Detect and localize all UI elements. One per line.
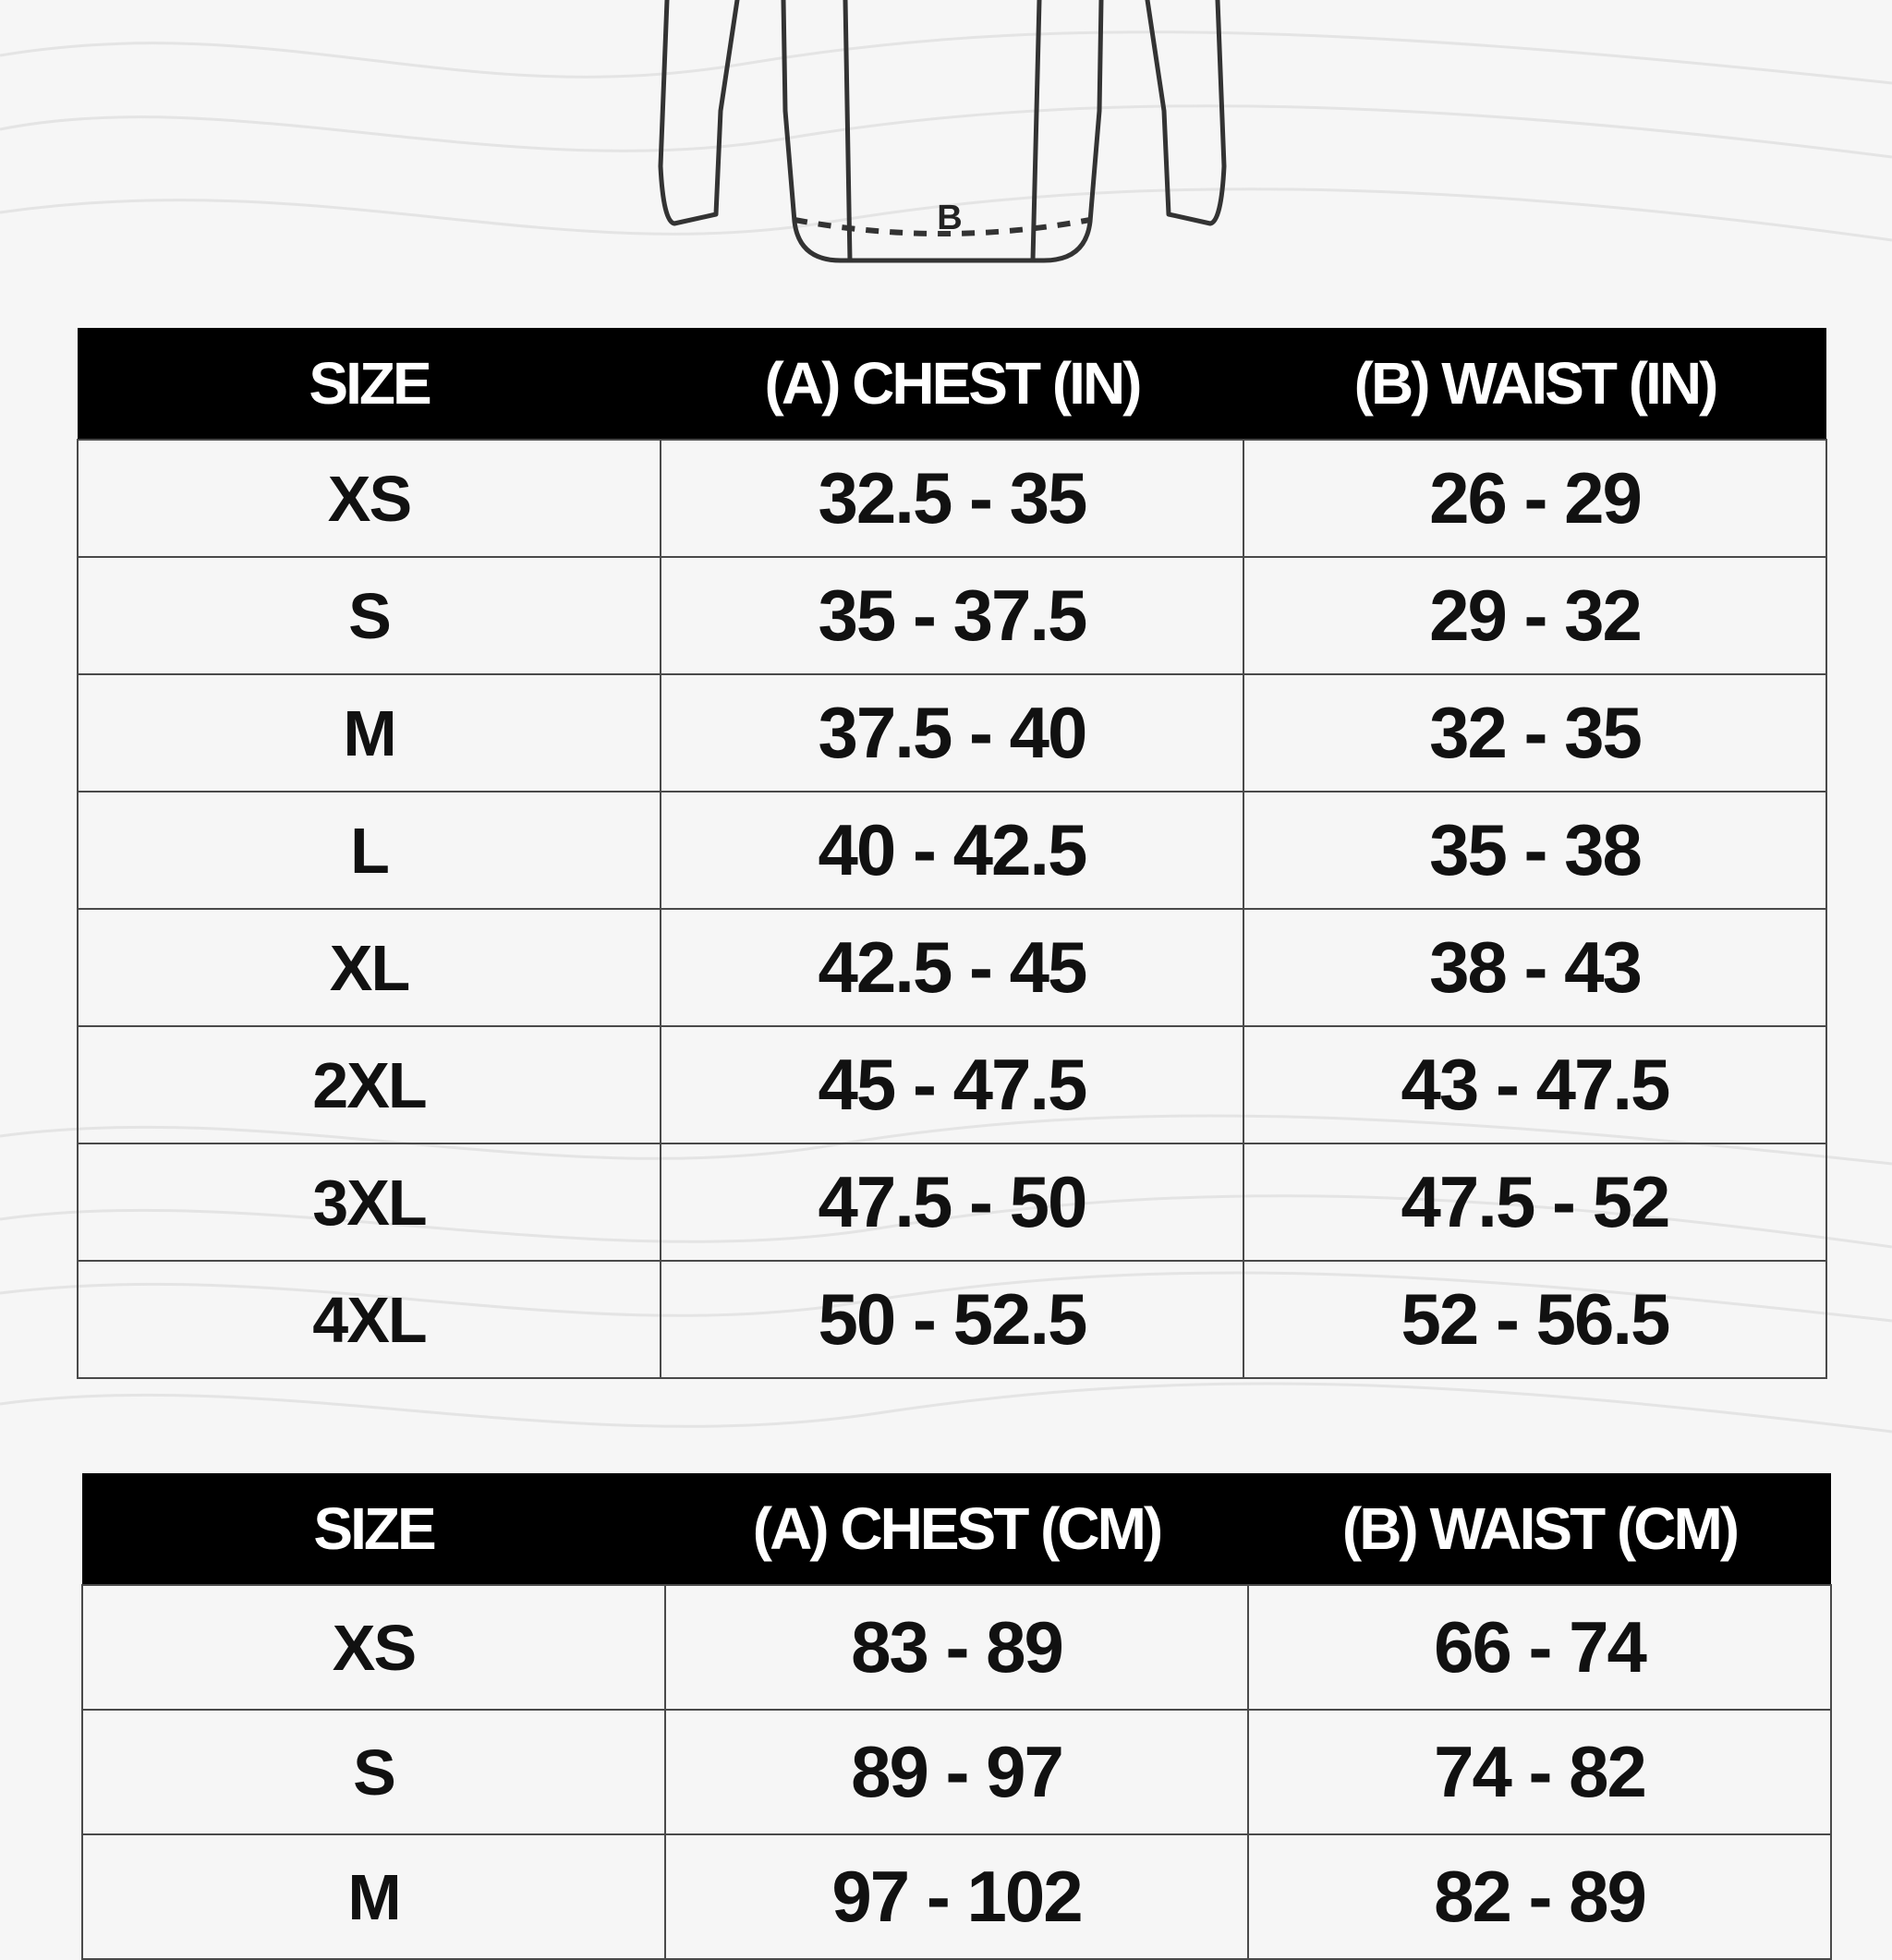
table-row (78, 440, 1826, 557)
chest-cell: 42.5 - 45 (661, 909, 1243, 1026)
size-cell: 2XL (78, 1026, 661, 1143)
chest-cell: 45 - 47.5 (661, 1026, 1243, 1143)
size-chart-centimeters (81, 1473, 1832, 1960)
waist-cell: 26 - 29 (1243, 440, 1826, 557)
size-cell: L (78, 792, 661, 909)
waist-cell: 47.5 - 52 (1243, 1143, 1826, 1261)
chest-cell: 83 - 89 (665, 1585, 1248, 1710)
table-row (78, 557, 1826, 674)
garment-illustration (647, 0, 1238, 277)
table-row (78, 792, 1826, 909)
table-row (78, 674, 1826, 792)
waist-cell: 32 - 35 (1243, 674, 1826, 792)
table-row (82, 1585, 1831, 1710)
chest-cell: 50 - 52.5 (661, 1261, 1243, 1378)
table-header-row (82, 1473, 1831, 1585)
header-waist: (B) WAIST (CM) (1248, 1473, 1831, 1585)
waist-cell: 29 - 32 (1243, 557, 1826, 674)
size-cell: M (78, 674, 661, 792)
table-header-row (78, 328, 1826, 440)
chest-cell: 89 - 97 (665, 1710, 1248, 1834)
header-chest: (A) CHEST (CM) (665, 1473, 1248, 1585)
size-cell: M (82, 1834, 665, 1959)
header-size: SIZE (78, 328, 661, 440)
table-row (82, 1710, 1831, 1834)
table-row (82, 1834, 1831, 1959)
size-cell: S (82, 1710, 665, 1834)
table-row (78, 1261, 1826, 1378)
size-cell: XS (82, 1585, 665, 1710)
waist-cell: 43 - 47.5 (1243, 1026, 1826, 1143)
waist-cell: 82 - 89 (1248, 1834, 1831, 1959)
left-sleeve-outline (661, 0, 737, 224)
waist-cell: 35 - 38 (1243, 792, 1826, 909)
size-cell: XS (78, 440, 661, 557)
right-seam-line (1033, 0, 1039, 260)
size-cell: 4XL (78, 1261, 661, 1378)
size-cell: 3XL (78, 1143, 661, 1261)
size-cell: XL (78, 909, 661, 1026)
table-row (78, 1143, 1826, 1261)
chest-cell: 37.5 - 40 (661, 674, 1243, 792)
left-seam-line (845, 0, 850, 260)
right-sleeve-outline (1147, 0, 1224, 224)
size-chart-inches (77, 328, 1827, 1379)
waist-cell: 66 - 74 (1248, 1585, 1831, 1710)
waist-cell: 74 - 82 (1248, 1710, 1831, 1834)
waist-cell: 52 - 56.5 (1243, 1261, 1826, 1378)
size-cell: S (78, 557, 661, 674)
table-row (78, 1026, 1826, 1143)
header-size: SIZE (82, 1473, 665, 1585)
chest-cell: 97 - 102 (665, 1834, 1248, 1959)
chest-cell: 47.5 - 50 (661, 1143, 1243, 1261)
chest-cell: 40 - 42.5 (661, 792, 1243, 909)
waist-marker-label: B (937, 199, 963, 237)
chest-cell: 32.5 - 35 (661, 440, 1243, 557)
waist-cell: 38 - 43 (1243, 909, 1826, 1026)
header-waist: (B) WAIST (IN) (1243, 328, 1826, 440)
header-chest: (A) CHEST (IN) (661, 328, 1243, 440)
table-row (78, 909, 1826, 1026)
chest-cell: 35 - 37.5 (661, 557, 1243, 674)
